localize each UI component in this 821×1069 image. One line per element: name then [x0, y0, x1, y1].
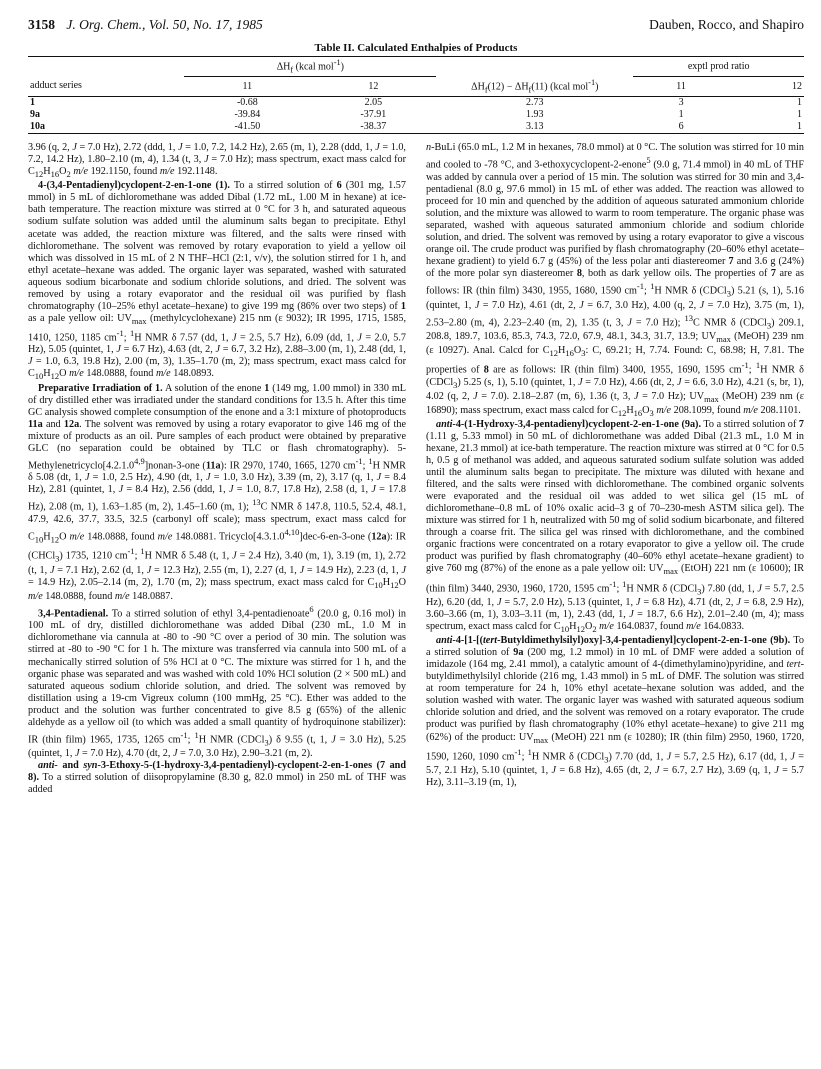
table-cell-series: 1 [30, 97, 35, 109]
table-row [28, 109, 804, 121]
paragraph: 3.96 (q, 2, J = 7.0 Hz), 2.72 (ddd, 1, J = 1.0, 7.2, 14.2 Hz), 2.65 (m, 1), 2.28 (ddd, 1, J = 1.0, 7.2, 14.2 Hz), 1.80–2.10 (m, 4), 1.34 (t, 3, J = 7.0 Hz); mass spectrum, exact mass calcd for $C_{12}H_{16}O_2$ m/e 192.1150, found m/e 192.1148. [28, 142, 406, 180]
table-body [28, 97, 804, 134]
paragraph: 4-(3,4-Pentadienyl)cyclopent-2-en-1-one (1). To a stirred solution of 6 (301 mg, 1.57 mmol) in 5 mL of dichloromethane was added Dibal (1.72 mL, 1.00 M in hexane) at ice-bath temperature. The reaction mixture was stirred at 0 °C for 3 h, and saturated aqueous sodium sulfate solution was added until the aluminum salts began to precipitate. Ethyl acetate was added, the reaction mixture was filtered, and the salts were rinsed with dichloromethane. The solvent was removed by rotary evaporation to yield a yellow oil which was dissolved in 15 mL of 2 N THF–HCl (2:1, v/v), the solution stirred for 1 h, and ethyl acetate–hexane was added. The organic layer was separated, washed with saturated aqueous sodium bicarbonate and sodium chloride solutions, and dried. The solvent was removed by using a rotary evaporator and the residual oil was purified by flash chromatography (10–25% ethyl acetate–hexane) to give 199 mg (86% over two steps) of 1 as a pale yellow oil: $UV_{max}$ (methylcyclohexane) 215 nm (ε 9032); IR 1995, 1715, 1585, 1410, 1250, 1185 $cm^{-1}$; $^1$H NMR δ 7.57 (dd, 1, J = 2.5, 5.7 Hz), 6.09 (dd, 1, J = 2.0, 5.7 Hz), 5.05 (quintet, 1, J = 6.7 Hz), 4.63 (dt, 2, J = 6.7, 3.2 Hz), 2.88–3.00 (m, 1), 2.48 (dd, 1, J = 1.0, 6.3, 19.8 Hz), 2.00 (m, 3), 1.35–1.70 (m, 2); mass spectrum, exact mass calcd for $C_{10}H_{12}O$ m/e 148.0888, found m/e 148.0893. [28, 180, 406, 382]
body-text [28, 142, 804, 796]
header-dhf-11: 11 [184, 77, 310, 97]
table-cell-r12: 1 [797, 109, 802, 121]
enthalpy-table [28, 56, 804, 134]
header-ratio-group: exptl prod ratio [633, 57, 804, 77]
table-cell-h11: -0.68 [236, 97, 258, 109]
table-cell-diff: 2.73 [526, 97, 544, 109]
paragraph: n-BuLi (65.0 mL, 1.2 M in hexanes, 78.0 mmol) at 0 °C. The solution was stirred for 10 min and cooled to -78 °C, and 3-ethoxycyclopent-2-enone$^5$ (9.0 g, 71.4 mmol) in 40 mL of THF was added by cannula over a period of 15 min. The solution was stirred for 30 min and 3,4-pentadienal (8.0 g, 97.6 mmol) in 15 mL of ether was added. The reaction was allowed to proceed for 10 min and quenched by the addition of aqueous saturated ammonium chloride solution, and the mixture was allowed to warm to room temperature. The organic phase was separated, washed with aqueous saturated ammonium chloride and sodium chloride solution, and dried. The solvent was removed by using a rotary evaporator to give a viscous orange oil. The crude product was purified by flash chromatography (20–60% ethyl acetate–hexane gradient) to yield 6.7 g (45%) of the less polar anti diastereomer 7 and 3.6 g (24%) of the more polar syn diastereomer 8, both as dark yellow oils. The properties of 7 are as follows: IR (thin film) 3430, 1955, 1680, 1590 $cm^{-1}$; $^1$H NMR δ (CDCl$_3$) 5.21 (s, 1), 5.16 (quintet, 1, J = 7.0 Hz), 4.61 (dt, 2, J = 6.7, 3.0 Hz), 4.00 (q, 2, J = 7.0 Hz), 3.75 (m, 1), 2.53–2.80 (m, 4), 2.23–2.40 (m, 2), 1.35 (t, 3, J = 7.0 Hz); $^{13}$C NMR δ (CDCl$_3$) 209.1, 208.8, 189.7, 103.6, 85.3, 74.3, 72.0, 67.9, 48.1, 34.3, 31.7, 13.9; $UV_{max}$ (MeOH) 239 nm (ε 10927). Anal. Calcd for $C_{12}H_{16}O_3$: C, 69.21; H, 7.74. Found: C, 68.98; H, 7.81. The properties of 8 are as follows: IR (thin film) 3400, 1955, 1690, 1595 $cm^{-1}$; $^1$H NMR δ (CDCl$_3$) 5.25 (s, 1), 5.10 (quintet, 1, J = 7.0 Hz), 4.66 (dt, 2, J = 6.6, 3.0 Hz), 4.21 (s, br, 1), 4.02 (q, 2, J = 7.0). 2.18–2.87 (m, 6), 1.36 (t, 3, J = 7.0 Hz); $UV_{max}$ (MeOH) 239 nm (ε 16890); mass spectrum, exact mass calcd for $C_{12}H_{16}O_3$ m/e 208.1099, found m/e 208.1101. [426, 142, 804, 418]
table-cell-r11: 3 [678, 97, 684, 109]
table-cell-series: 9a [30, 109, 40, 121]
paragraph: Preparative Irradiation of 1. A solution of the enone 1 (149 mg, 1.00 mmol) in 330 mL of dry distilled ether was irradiated under the standard conditions for 13.5 h. After this time GC analysis showed complete consumption of the enone and a 3:1 mixture of photoproducts 11a and 12a. The solvent was removed by using a rotary evaporator to give 146 mg of the mixture of products as an oil. Pure samples of each product were obtained by preparative GLC (no separation could be obtained by TLC or flash chromatography). 5-Methylenetricyclo[4.2.1.0$^{4,9}$]nonan-3-one (11a): IR 2970, 1740, 1665, 1270 $cm^{-1}$; $^1$H NMR δ 5.08 (dt, 1, J = 1.0, 2.5 Hz), 4.90 (dt, 1, J = 1.0, 3.0 Hz), 3.39 (m, 2), 3.17 (q, 1, J = 8.4 Hz), 2.81 (quintet, 1, J = 8.4 Hz), 2.56 (ddd, 1, J = 1.0, 8.7, 17.8 Hz), 2.58 (d, 1, J = 17.8 Hz), 2.08 (m, 1), 1.63–1.85 (m, 2), 1.45–1.60 (m, 1); $^{13}$C NMR δ 147.8, 110.5, 52.4, 48.1, 47.9, 42.6, 37.7, 33.5, 32.5 (carbonyl off scale); mass spectrum, exact mass calcd for $C_{10}H_{12}O$ m/e 148.0888, found m/e 148.0881. Tricyclo[4.3.1.0$^{4,10}$]dec-6-en-3-one (12a): IR (CHCl$_3$) 1735, 1210 $cm^{-1}$; $^1$H NMR δ 5.48 (t, 1, J = 2.4 Hz), 3.40 (m, 1), 3.19 (m, 1), 2.72 (t, 1, J = 7.1 Hz), 2.62 (d, 1, J = 12.3 Hz), 2.55 (m, 1), 2.27 (d, 1, J = 14.9 Hz), 2.23 (d, 1, J = 14.9 Hz), 2.05–2.14 (m, 2), 1.70 (m, 2); mass spectrum, exact mass calcd for $C_{10}H_{12}O$ m/e 148.0888, found m/e 148.0887. [28, 382, 406, 602]
header-ratio-12: 12 [729, 77, 804, 97]
header-ratio-11: 11 [633, 77, 728, 97]
table-title: Table II. Calculated Enthalpies of Products [314, 42, 518, 54]
journal-citation: J. Org. Chem., Vol. 50, No. 17, 1985 [66, 17, 263, 32]
table-cell-r12: 1 [729, 121, 804, 134]
header-dhf-group: $\Delta H_f$ (kcal mol$^{-1}$) [184, 57, 436, 77]
table-cell-diff: 3.13 [436, 121, 633, 134]
table-cell-series: 10a [28, 121, 184, 134]
left-column [28, 142, 406, 796]
table-cell-r11: 6 [633, 121, 728, 134]
header-adduct-series: adduct series [28, 77, 184, 97]
table-cell-h12: -37.91 [360, 109, 387, 121]
table-cell-r11: 1 [678, 109, 684, 121]
paragraph: anti-4-[1-[(tert-Butyldimethylsilyl)oxy]-3,4-pentadienyl]cyclopent-2-en-1-one (9b). To a stirred solution of 9a (200 mg, 1.2 mmol) in 10 mL of DMF were added a solution of imidazole (164 mg, 2.41 mmol), a catalytic amount of 4-(dimethylamino)pyridine, and tert-butyldimethylsilyl chloride (216 mg, 1.43 mmol) in 5 mL of DMF. The solution was stirred at room temperature for 24 h, 10% ethyl acetate–hexane solution was added, and the solution washed with water. The organic layer was washed with saturated aqueous sodium chloride solution and dried, and the solvent was removed on a rotary evaporator. The crude product was purified by flash chromatography (10% ethyl acetate–hexane) to give 211 mg (62%) of the product: $UV_{max}$ (MeOH) 221 nm (ε 10280); IR (thin film) 2950, 1960, 1720, 1590, 1260, 1090 $cm^{-1}$; $^1$H NMR δ (CDCl$_3$) 7.70 (dd, 1, J = 5.7, 2.5 Hz), 6.17 (dd, 1, J = 5.7, 2.1 Hz), 5.10 (quintet, 1, J = 6.8 Hz), 4.65 (dt, 2, J = 6.7, 2.7 Hz), 3.69 (q, 1, J = 5.7 Hz), 3.11–3.19 (m, 1), [426, 635, 804, 789]
running-header [28, 14, 804, 36]
table-cell-h11: -39.84 [234, 109, 261, 121]
table-row [28, 121, 804, 134]
table-cell-h11: -41.50 [184, 121, 310, 134]
header-dhf-12: 12 [310, 77, 436, 97]
table-cell-h12: -38.37 [310, 121, 436, 134]
paragraph: 3,4-Pentadienal. To a stirred solution of ethyl 3,4-pentadienoate$^6$ (20.0 g, 0.16 mol) in 100 mL of dry, distilled dichloromethane was added Dibal (230 mL, 1.0 M in dichloromethane via cannula at -80 to -90 °C over a period of 30 min. The solution was stirred at -80 to -90 °C for 1 h. The mixture was transferred via cannula into 500 mL of a mechanically stirred solution of 5% HCl at 0 °C. The mixture was stirred for 1 h, and the organic phase was separated and was washed with cold 10% HCl solution (2 × 500 mL) and saturated aqueous sodium chloride solution, and dried. The solvent was removed by distillation using a 19-cm Vigreux column (100 mmHg, 25 °C). Ether was added to the product and the solution was further concentrated to give 8.5 g (65%) of the allenic aldehyde as a yellow oil (to which was added a small quantity of hydroquinone stabilizer): IR (thin film) 1965, 1735, 1265 $cm^{-1}$; $^1$H NMR (CDCl$_3$) δ 9.55 (t, 1, J = 3.0 Hz), 5.25 (quintet, 1, J = 7.0 Hz), 4.70 (dt, 2, J = 7.0, 3.0 Hz), 2.90–3.21 (m, 2). [28, 603, 406, 760]
table-cell-h12: 2.05 [364, 97, 383, 109]
page-number: 3158 [28, 17, 55, 32]
header-authors: Dauben, Rocco, and Shapiro [649, 17, 804, 32]
table-row [28, 97, 804, 110]
header-dhf-diff: $\Delta H_f(12) - \Delta H_f(11)$ (kcal mol$^{-1}$) [436, 77, 633, 97]
table-cell-diff: 1.93 [526, 109, 544, 121]
right-column [426, 142, 804, 796]
paragraph: anti-4-(1-Hydroxy-3,4-pentadienyl)cyclopent-2-en-1-one (9a). To a stirred solution of 7 (1.11 g, 5.33 mmol) in 50 mL of dichloromethane was added Dibal (21.3 mL, 1.0 M in hexane, 21.3 mmol) at ice-bath temperature. The reaction mixture was stirred at 0 °C for 0.5 h, 0.5 g of methanol was added, and aqueous saturated sodium sulfate solution was added until the aluminum salts began to precipitate. The mixture was diluted with hexane and filtered, and the salts were rinsed with dichloromethane. The combined organic solvents were evaporated and the residual oil was added to wet silica gel (15 mL of dichloromethane–0.8 mL of 10% oxalic acid–3 g of 70–230-mesh ASTM silica gel). The mixture was stirred for 1 h, neutralized with 50 mg of solid sodium bicarbonate, and filtered through a coarse frit. The silica gel was rinsed with dichloromethane, and the combined organic fractions were concentrated on a rotary evaporator to give a yellow oil. The crude product was purified by flash chromatography (40–60% ethyl acetate–hexane gradient) to give 760 mg (87%) of the enone as a pale yellow oil: $UV_{max}$ (EtOH) 221 nm (ε 10600); IR (thin film) 3440, 2930, 1960, 1720, 1595 $cm^{-1}$; $^1$H NMR δ (CDCl$_3$) 7.80 (dd, 1, J = 5.7, 2.5 Hz), 6.20 (dd, 1, J = 5.7, 2.0 Hz), 5.13 (quintet, 1, J = 6.8 Hz), 4.71 (dt, 2, J = 6.8, 2.9 Hz), 3.60–3.66 (m, 1), 3.03–3.11 (m, 1), 2.43 (dd, 1, J = 18.7, 6.6 Hz), 2.01–2.40 (m, 4); mass spectrum, exact mass calcd for $C_{10}H_{12}O_2$ m/e 164.0837, found m/e 164.0833. [426, 418, 804, 635]
header-left [28, 17, 263, 33]
journal-page [28, 14, 804, 796]
paragraph: anti- and syn-3-Ethoxy-5-(1-hydroxy-3,4-pentadienyl)-cyclopent-2-en-1-ones (7 and 8). To a stirred solution of diisopropylamine (8.30 g, 82.0 mmol) in 250 mL of THF was added [28, 760, 406, 796]
table-cell-r12: 1 [797, 97, 802, 109]
